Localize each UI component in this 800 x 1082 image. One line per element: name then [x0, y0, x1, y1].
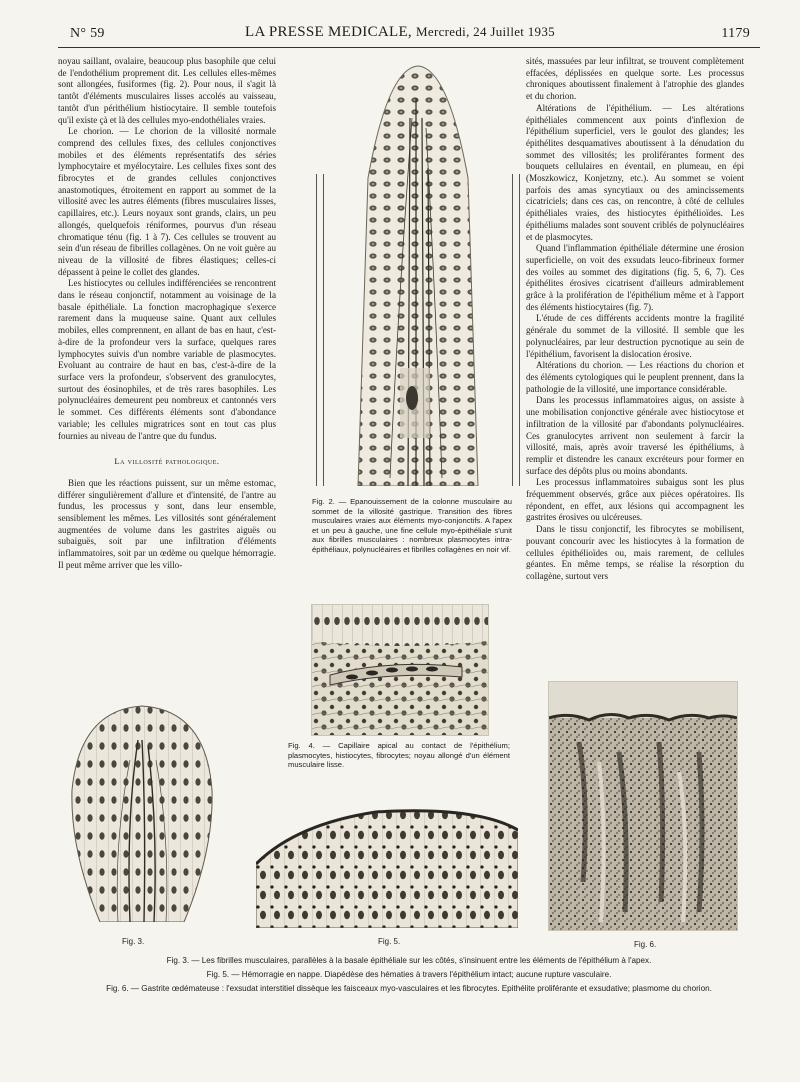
column-rule [512, 174, 513, 486]
fig6-illustration [549, 682, 737, 930]
paragraph: Dans le tissu conjonctif, les fibrocytes se mobilisent, pouvant concourir avec les histiocytes à la formation de cellules épithélioïdes ou, mais rarement, de cellules géantes. En même temps, se réalise la résorption du collagène, surtout vers [526, 524, 744, 581]
paragraph: Altérations de l'épithélium. — Les altérations épithéliales commencent aux points d'inflexion de l'épithélium superficiel, vers le goulot des glandes; les épithélites desquamatives aboutissent à la dénudation du sommet des villosités; les proliférantes forment des bouquets cellulaires en éventail, en plumeau, en épi (Moszkowicz, Konjetzny, etc.). Au sommet se voient parfois des amas syncytiaux ou des amincissements cicatriciels; dans ces cas, on rencontre, à côté de cellules épithéliales vraies, des histiocytes épithélioïdes. Les épithéliums malades sont souvent criblés de polynucléaires et de plasmocytes. [526, 102, 744, 242]
right-column [526, 56, 744, 583]
issue-date: Mercredi, 24 Juillet 1935 [416, 24, 555, 39]
paragraph: L'étude de ces différents accidents montre la fragilité générale du sommet de la villosité. Il semble que les polynucléaires, par leur destruction pycnotique au sein de l'épithélium, favorisent la dislocation érosive. [526, 313, 744, 359]
column-rule [316, 174, 317, 486]
figure-5 [256, 804, 518, 928]
label-fig5: Fig. 5. [378, 937, 401, 946]
fig5-illustration [256, 804, 518, 928]
figure-6 [548, 681, 738, 931]
paragraph: Dans les processus inflammatoires aigus, on assiste à une mobilisation conjonctive générale avec histiocytose et infiltration de la villosité par d'abondants polynucléaires. Ces granulocytes arrivent non seulement à farcir la villosité, mais, après avoir traversé les épithéliums, à remplir et distendre les canaux excréteurs pour former en surface des dépôts plus ou moins abondants. [526, 395, 744, 476]
fig2-illustration [338, 58, 498, 486]
issue-number: N° 59 [70, 26, 105, 41]
caption-fig2: Fig. 2. — Epanouissement de la colonne musculaire au sommet de la villosité gastrique. Transition des fibres musculaires vraies aux éléments myo-conjonctifs. A l'apex et un peu à gauche, une fine cellule myo-épithéliale s'unit aux fibrilles musculaires : nombreux plasmocytes intra-épithéliaux, polynucléaires et fibrilles collagènes en noir vif. [312, 497, 512, 554]
column-rule [323, 174, 324, 486]
caption-fig4: Fig. 4. — Capillaire apical au contact de l'épithélium; plasmocytes, histiocytes, fibrocytes; noyau allongé d'un élément musculaire lisse. [288, 741, 510, 770]
page-number: 1179 [721, 26, 750, 41]
paragraph: Altérations du chorion. — Les réactions du chorion et des éléments cytologiques qui le peuplent prennent, dans la pathologie de la villosité, une importance considérable. [526, 360, 744, 394]
paragraph: Les processus inflammatoires subaigus sont les plus fréquemment observés, grâce aux pièces opératoires. Ils répondent, en effet, aux lésions qui accompagnent les gastrites érosives ou ulcéreuses. [526, 477, 744, 523]
figure-3 [60, 700, 224, 922]
section-title: La villosité pathologique. [114, 456, 220, 467]
paragraph: Le chorion. — Le chorion de la villosité normale comprend des cellules fixes, des cellules conjonctives mobiles et des éléments représentatifs des séries lymphocytaire et myélocytaire. Les cellules fixes sont des fibrocytes et de grandes cellules conjonctives anastomotiques, étroitement en rapport au sommet de la villosité avec les autres éléments (fibres musculaires lisses, capillaires, etc.). Leurs noyaux sont grands, clairs, un peu allongés, quelquefois réniformes, pourvus d'un réseau chromatique ténu (fig. 1 à 7). Ces cellules se trouvent au sein d'un réseau de fibrilles collagènes. On ne voit guère au niveau de la villosité de fibres élastiques; celles-ci dépassent à peine le collet des glandes. [58, 126, 276, 277]
paragraph: Quand l'inflammation épithéliale détermine une érosion superficielle, on voit des exsudats leuco-fibrineux former des voiles au sommet des digitations (fig. 5, 6, 7). Ces épithélites érosives cicatrisent d'ailleurs admirablement grâce à la prolifération de l'épithélium même et à l'apport des éléments histiocytaires (fig. 7). [526, 243, 744, 312]
paragraph: Les histiocytes ou cellules indifférenciées se rencontrent dans le réseau conjonctif, notamment au voisinage de la basale épithéliale. La fonction macrophagique s'exerce rarement dans la muqueuse saine. Quant aux cellules mobiles, elles comprennent, en allant de bas en haut, c'est-à-dire de la profondeur vers la surface, quelques rares lymphocytes suivis d'un nombre variable de plasmocytes. Evoluant au contraire de haut en bas, c'est-à-dire de la surface vers la profondeur, s'observent des granulocytes, surtout des éosinophiles, et de très rares basophiles. Les polynucléaires demeurent peu nombreux et cantonnés vers le sommet. Ces différents éléments sont d'abondance variable; les cellules migratrices sont en tout cas plus fournies au niveau de l'antre que du fundus. [58, 278, 276, 441]
label-fig6: Fig. 6. [634, 940, 657, 949]
label-fig3: Fig. 3. [122, 937, 145, 946]
paragraph: Bien que les réactions puissent, sur un même estomac, différer singulièrement d'allure et d'intensité, de l'antre au fundus, les processus y sont, dans leur ensemble, sensiblement les mêmes. Les villosités sont généralement augmentées de volume dans les gastrites aiguës ou subaiguës, soit par une infiltration d'éléments inflammatoires, soit par un œdème ou quelque hémorragie. Il peut même arriver que les villo- [58, 477, 276, 570]
fig4-illustration [312, 605, 488, 735]
journal-title [0, 24, 800, 41]
journal-name: LA PRESSE MEDICALE, [245, 24, 412, 40]
paragraph: noyau saillant, ovalaire, beaucoup plus basophile que celui de l'endothélium proprement dit. Les cellules elles-mêmes sont allongées, fusiformes (fig. 2). Pour nous, il s'agit là tantôt d'éléments musculaires lisses accolés au vaisseau, tantôt d'un périthélium histiocytaire. Il semble toutefois qu'il existe çà et là des cellules myo-endothéliales vraies. [58, 56, 276, 125]
fig3-illustration [60, 700, 224, 922]
figure-4 [311, 604, 489, 736]
figure-2 [338, 58, 498, 486]
paragraph: sités, massuées par leur infiltrat, se trouvent complètement effacées, déplissées en quelque sorte. Les processus chroniques aboutissent finalement à l'atrophie des glandes et du chorion. [526, 56, 744, 102]
caption-fig3: Fig. 3. — Les fibrilles musculaires, parallèles à la basale épithéliale sur les côtés, s'insinuent entre les éléments de l'épithélium à l'apex. [166, 956, 652, 965]
left-column [58, 56, 276, 572]
caption-fig5: Fig. 5. — Hémorragie en nappe. Diapédèse des hématies à travers l'épithélium intact; aucune rupture vasculaire. [206, 970, 612, 979]
header-rule [58, 47, 760, 48]
column-rule [519, 174, 520, 486]
caption-fig6: Fig. 6. — Gastrite œdémateuse : l'exsudat interstitiel dissèque les faisceaux myo-vasculaires et les fibrocytes. Epithélite proliférante et exsudative; plasmome du chorion. [106, 984, 712, 993]
